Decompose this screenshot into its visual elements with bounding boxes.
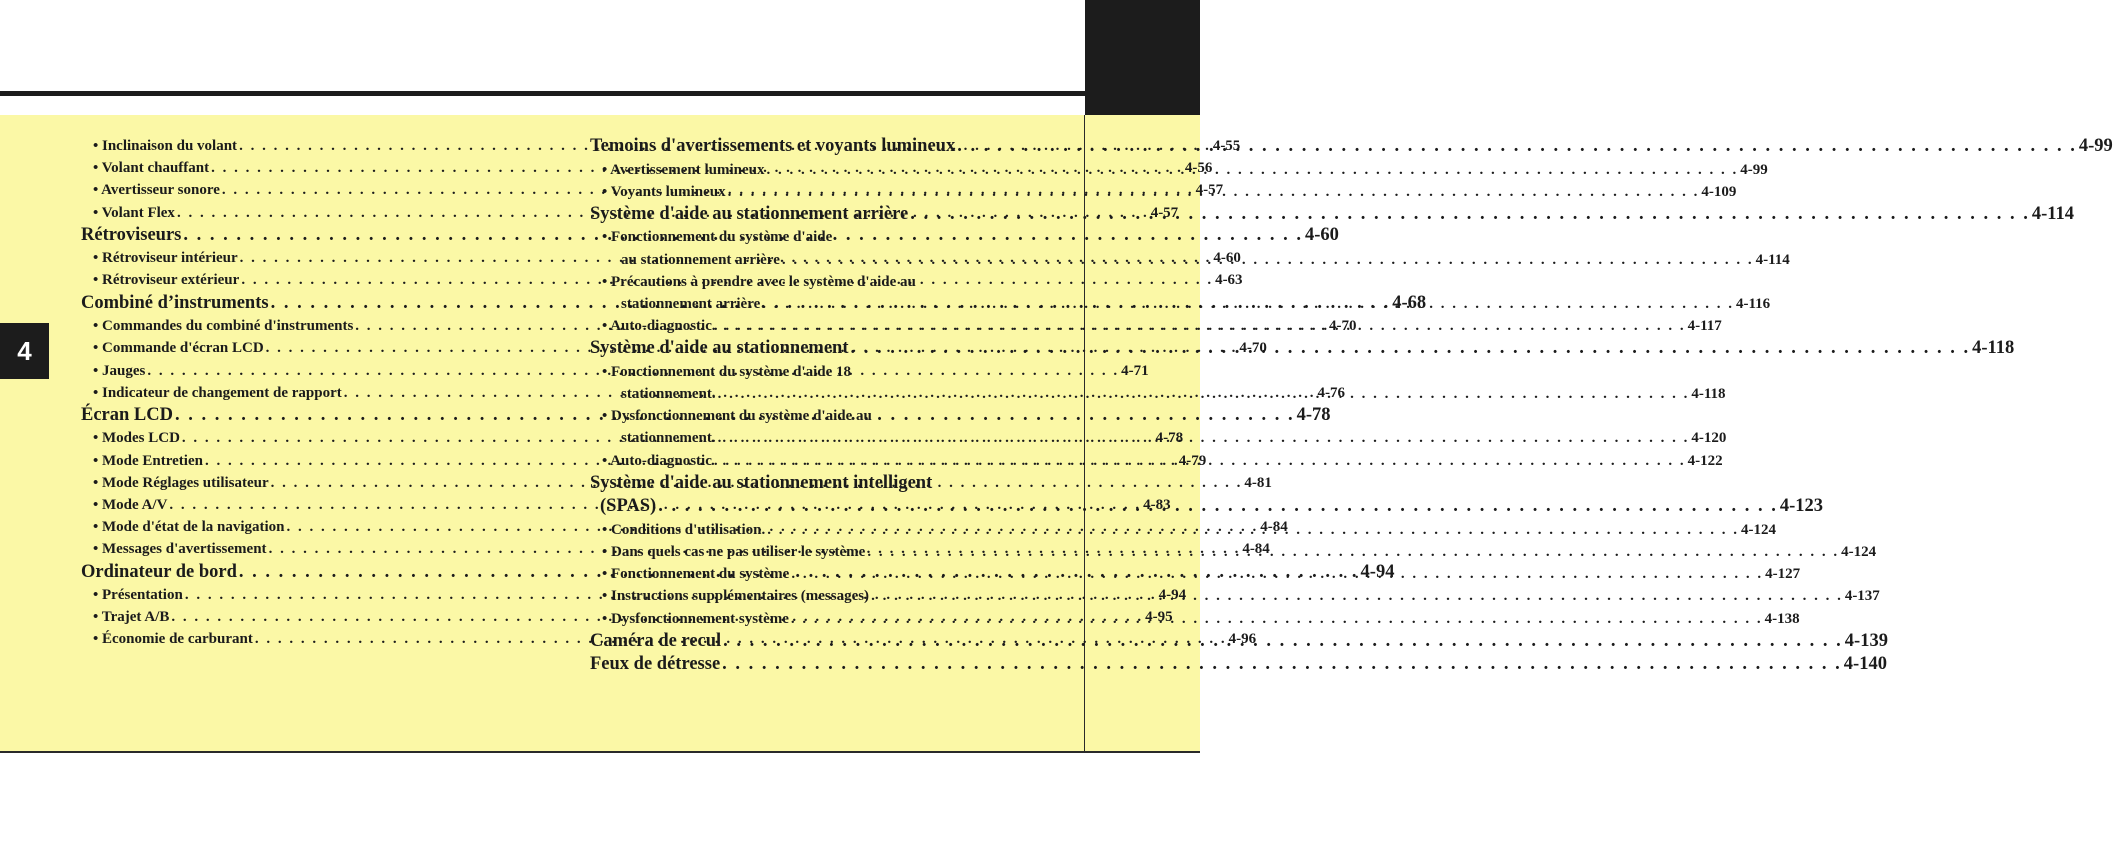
- toc-page-number: 4-137: [1844, 588, 1880, 605]
- toc-page-number: 4-96: [1228, 631, 1257, 648]
- toc-page-number: 4-123: [1779, 496, 1823, 517]
- toc-entry-label: • Commande d'écran LCD: [93, 340, 264, 357]
- toc-entry-label: Système d'aide au stationnement arrière: [590, 203, 909, 224]
- toc-page-number: 4-99: [2078, 136, 2113, 156]
- toc-entry-label: • Mode Réglages utilisateur: [93, 474, 269, 491]
- toc-entry-label: • Mode A/V: [93, 496, 168, 513]
- toc-entry-label: • Mode Entretien: [93, 452, 203, 469]
- toc-page-number: 4-78: [1296, 404, 1331, 425]
- toc-section-entry[interactable]: [590, 653, 1887, 677]
- dot-leader: [871, 585, 1843, 607]
- toc-entry-label: • Économie de carburant: [93, 631, 253, 648]
- toc-entry-label: • Rétroviseur intérieur: [93, 250, 238, 267]
- dot-leader: [718, 427, 1690, 449]
- dot-leader: [658, 495, 1778, 519]
- dot-leader: [728, 181, 1700, 203]
- toc-entry-label: au stationnement arrière: [621, 251, 780, 268]
- toc-page-number: 4-70: [1329, 318, 1357, 335]
- toc-subentry[interactable]: [590, 271, 1047, 293]
- toc-section-entry[interactable]: [590, 472, 1047, 496]
- dot-leader: [714, 450, 1686, 472]
- dot-leader: [791, 608, 1763, 630]
- dot-leader: [718, 383, 1690, 405]
- toc-entry-label: (SPAS): [600, 496, 657, 517]
- toc-entry-label: Système d'aide au stationnement: [590, 338, 849, 359]
- toc-entry-label: • Dysfonctionnement système: [602, 610, 789, 627]
- footer-rule: [0, 751, 1200, 753]
- toc-entry-label: Combiné d’instruments: [81, 292, 269, 313]
- dot-leader: [762, 293, 1734, 315]
- toc-entry-label: stationnement.: [621, 430, 716, 447]
- toc-entry-label: • Messages d'avertissement: [93, 541, 267, 558]
- toc-entry-label: Feux de détresse: [590, 654, 721, 675]
- toc-entry-label: • Auto-diagnostic: [602, 452, 712, 469]
- toc-page-number: 4-94: [1360, 561, 1395, 582]
- toc-page-number: 4-95: [1145, 609, 1173, 626]
- toc-subentry[interactable]: [590, 405, 1047, 427]
- toc-entry-label: Écran LCD: [81, 404, 173, 425]
- toc-entry-label: • Instructions supplémentaires (messages): [602, 588, 870, 605]
- header-rule: [0, 91, 1085, 96]
- toc-page-number: 4-94: [1158, 587, 1187, 603]
- chapter-number: 4: [17, 335, 32, 366]
- toc-entry-label: Caméra de recul: [590, 630, 722, 651]
- dot-leader: [766, 159, 1738, 181]
- toc-entry-label: • Précautions à prendre avec le système d'aide au: [602, 273, 916, 290]
- toc-page-number: 4-70: [1239, 340, 1267, 357]
- toc-page-number: 4-63: [1215, 272, 1243, 289]
- toc-entry-label: Temoins d'avertissements et voyants lumineux: [590, 136, 956, 156]
- toc-entry-label: • Volant chauffant: [93, 160, 210, 177]
- toc-entry-label: • Auto-diagnostic: [602, 318, 712, 335]
- toc-entry-label: • Fonctionnement du système d'aide: [602, 229, 833, 246]
- toc-page-number: 4-84: [1242, 541, 1270, 558]
- toc-entry-label: • Jauges: [93, 362, 146, 379]
- toc-entry-label: Rétroviseurs: [81, 224, 182, 245]
- toc-page-number: 4-57: [1195, 182, 1224, 199]
- toc-entry-label: • Mode d'état de la navigation: [93, 519, 285, 536]
- toc-entry-label: • Fonctionnement du système d'aide 18: [602, 363, 852, 380]
- dot-leader: [910, 203, 2030, 227]
- toc-page-number: 4-109: [1701, 183, 1737, 200]
- toc-page-number: 4-76: [1317, 384, 1345, 401]
- dot-leader: [957, 135, 2077, 159]
- toc-page-number: 4-139: [1844, 630, 1888, 651]
- chapter-tab: [0, 323, 49, 379]
- toc-page-number: 4-124: [1740, 521, 1776, 538]
- toc-page-number: 4-114: [1755, 251, 1790, 268]
- toc-page-number: 4-120: [1691, 430, 1727, 447]
- toc-subentry[interactable]: [590, 226, 1047, 248]
- toc-page-number: 4-68: [1392, 292, 1427, 313]
- toc-entry-label: • Volant Flex: [93, 204, 175, 221]
- dot-leader: [851, 337, 1971, 361]
- corner-black-tab: [1085, 0, 1200, 115]
- toc-page-number: 4-127: [1765, 566, 1801, 583]
- toc-entry-label: • Présentation: [93, 587, 183, 603]
- toc-page-number: 4-60: [1304, 224, 1339, 245]
- toc-page-number: 4-83: [1143, 496, 1171, 513]
- toc-entry-label: • Modes LCD: [93, 430, 180, 447]
- toc-entry-label: Ordinateur de bord: [81, 561, 237, 582]
- dot-leader: [867, 541, 1839, 563]
- toc-entry-label: • Dans quels cas ne pas utiliser le système: [602, 543, 866, 560]
- toc-subentry[interactable]: [590, 361, 1047, 383]
- dot-leader: [722, 653, 1842, 677]
- toc-page-number: 4-78: [1155, 430, 1184, 447]
- toc-page-number: 4-122: [1687, 452, 1723, 469]
- toc-page-number: 4-81: [1244, 474, 1272, 491]
- toc-page-number: 4-114: [2031, 203, 2074, 224]
- toc-entry-label: • Trajet A/B: [93, 609, 170, 626]
- toc-page-number: 4-138: [1764, 610, 1800, 627]
- toc-page-number: 4-57: [1150, 204, 1179, 221]
- dot-leader: [767, 519, 1739, 541]
- toc-entry-label: stationnement arrière: [621, 295, 761, 312]
- toc-page-number: 4-117: [1687, 318, 1722, 335]
- toc-entry-label: • Avertisseur sonore: [93, 182, 220, 199]
- dot-leader: [723, 630, 1843, 654]
- toc-entry-label: • Inclinaison du volant: [93, 138, 238, 154]
- toc-entry-label: • Conditions d'utilisation.: [602, 521, 766, 538]
- toc-entry-label: stationnement.: [621, 386, 716, 402]
- toc-page-number: 4-84: [1260, 519, 1288, 536]
- toc-entry-label: Système d'aide au stationnement intelligent: [590, 472, 933, 493]
- toc-page-number: 4-124: [1841, 543, 1877, 560]
- toc-page-number: 4-116: [1736, 295, 1771, 312]
- toc-entry-label: • Indicateur de changement de rapport: [93, 384, 342, 401]
- toc-page-number: 4-60: [1213, 250, 1241, 267]
- dot-leader: [791, 563, 1763, 585]
- toc-page-number: 4-71: [1121, 362, 1149, 379]
- toc-entry-label: • Voyants lumineux: [602, 183, 726, 200]
- dot-leader: [714, 315, 1686, 337]
- toc-entry-label: • Rétroviseur extérieur: [93, 272, 240, 289]
- toc-page-number: 4-55: [1212, 138, 1241, 154]
- toc-entry-label: • Avertissement lumineux: [602, 161, 765, 178]
- dot-leader: [782, 249, 1754, 271]
- toc-entry-label: • Commandes du combiné d'instruments: [93, 318, 354, 335]
- toc-page-number: 4-99: [1740, 161, 1768, 178]
- toc-page-number: 4-118: [1691, 386, 1726, 402]
- toc-entry-label: • Dysfonctionnement du système d'aide au: [602, 408, 872, 425]
- toc-entry-label: • Fonctionnement du système: [602, 566, 790, 583]
- toc-page-number: 4-56: [1184, 160, 1213, 177]
- toc-page-number: 4-118: [1972, 338, 2015, 359]
- toc-page-number: 4-140: [1843, 654, 1887, 675]
- toc-page-number: 4-79: [1178, 452, 1207, 469]
